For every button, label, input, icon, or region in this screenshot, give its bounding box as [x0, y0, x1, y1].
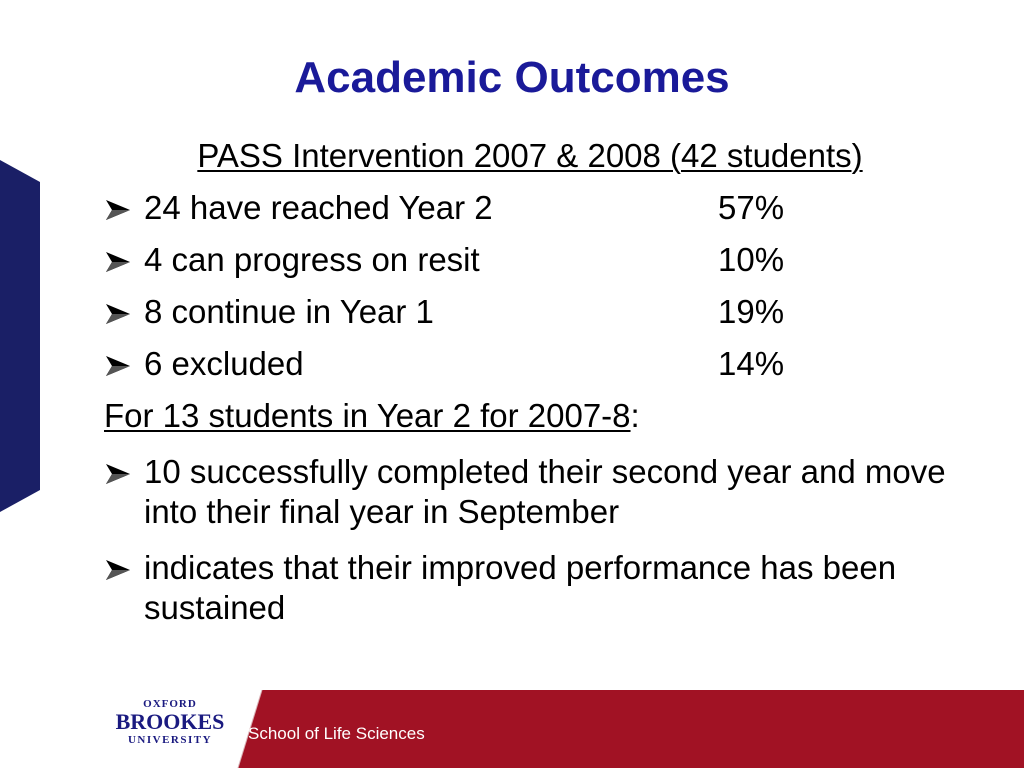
page-title: Academic Outcomes	[294, 53, 730, 102]
stat-label: 4 can progress on resit	[144, 241, 480, 278]
arrow-bullet-icon	[104, 250, 132, 274]
subtitle: PASS Intervention 2007 & 2008 (42 students)	[197, 137, 863, 174]
logo-line-brookes: BROOKES	[115, 709, 225, 734]
bullet-text: 10 successfully completed their second year and move into their final year in September	[144, 453, 946, 530]
arrow-bullet-icon	[104, 462, 132, 486]
university-logo	[114, 697, 226, 747]
stat-label: 24 have reached Year 2	[144, 189, 493, 226]
arrow-bullet-icon	[104, 198, 132, 222]
logo-line-university: UNIVERSITY	[127, 734, 213, 746]
bullet-text: indicates that their improved performance has been sustained	[144, 549, 897, 626]
stat-label: 6 excluded	[144, 345, 304, 382]
logo-line-oxford: OXFORD	[143, 698, 197, 710]
section-heading	[104, 394, 640, 438]
stat-percent: 10%	[718, 241, 785, 278]
arrow-bullet-icon	[104, 302, 132, 326]
arrow-bullet-icon	[104, 558, 132, 582]
arrow-bullet-icon	[104, 354, 132, 378]
list-item	[104, 452, 984, 532]
list-item	[104, 548, 984, 628]
stat-percent: 19%	[718, 293, 785, 330]
stat-percent: 14%	[718, 345, 785, 382]
stat-label: 8 continue in Year 1	[144, 293, 434, 330]
section-heading-text: For 13 students in Year 2 for 2007-8	[104, 397, 631, 434]
stat-percent: 57%	[718, 189, 785, 226]
school-name: School of Life Sciences	[248, 724, 425, 743]
section-heading-colon: :	[630, 397, 640, 434]
